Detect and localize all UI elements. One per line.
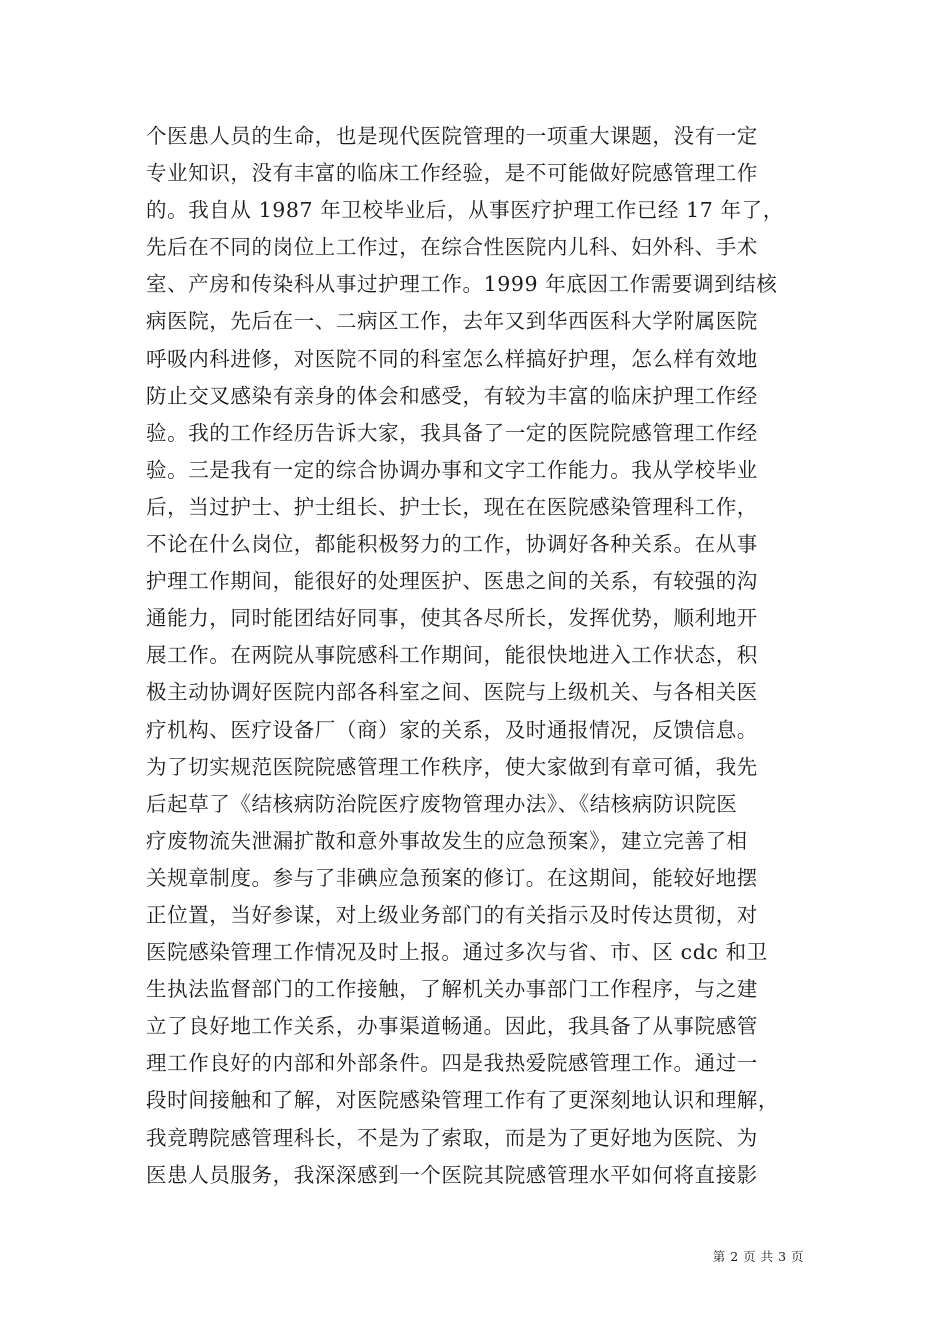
text-line: 专业知识，没有丰富的临床工作经验，是不可能做好院感管理工作 [146,161,758,186]
text-line: 后，当过护士、护士组长、护士长，现在在医院感染管理科工作， [146,494,758,519]
text-line: 验。三是我有一定的综合协调办事和文字工作能力。我从学校毕业 [146,457,758,482]
text-line: 段时间接触和了解，对医院感染管理工作有了更深刻地认识和理解， [146,1088,779,1113]
text-line: 的。我自从 1987 年卫校毕业后，从事医疗护理工作已经 17 年了， [146,198,784,223]
text-line: 理工作良好的内部和外部条件。四是我热爱院感管理工作。通过一 [146,1051,758,1076]
page-number: 第 2 页 共 3 页 [712,1249,804,1264]
text-line: 室、产房和传染科从事过护理工作。1999 年底因工作需要调到结核 [146,272,778,297]
text-line: 为了切实规范医院院感管理工作秩序，使大家做到有章可循，我先 [146,754,758,779]
text-line: 验。我的工作经历告诉大家，我具备了一定的医院院感管理工作经 [146,420,758,445]
text-line: 不论在什么岗位，都能积极努力的工作，协调好各种关系。在从事 [146,532,758,557]
text-line: 立了良好地工作关系，办事渠道畅通。因此，我具备了从事院感管 [146,1014,758,1039]
text-line: 我竞聘院感管理科长，不是为了索取，而是为了更好地为医院、为 [146,1125,758,1150]
text-line: 展工作。在两院从事院感科工作期间，能很快地进入工作状态，积 [146,643,758,668]
text-line: 生执法监督部门的工作接触，了解机关办事部门工作程序，与之建 [146,977,758,1002]
text-line: 疗机构、医疗设备厂（商）家的关系，及时通报情况，反馈信息。 [146,717,758,742]
text-line: 正位置，当好参谋，对上级业务部门的有关指示及时传达贯彻，对 [146,902,758,927]
text-line: 后起草了《结核病防治院医疗废物管理办法》、《结核病防识院医 [146,791,738,816]
text-line: 先后在不同的岗位上工作过，在综合性医院内儿科、妇外科、手术 [146,235,758,260]
text-line: 通能力，同时能团结好同事，使其各尽所长，发挥优势，顺利地开 [146,606,758,631]
text-line: 极主动协调好医院内部各科室之间、医院与上级机关、与各相关医 [146,680,758,705]
text-line: 防止交叉感染有亲身的体会和感受，有较为丰富的临床护理工作经 [146,383,758,408]
text-line: 呼吸内科进修，对医院不同的科室怎么样搞好护理，怎么样有效地 [146,346,758,371]
text-line: 病医院，先后在一、二病区工作，去年又到华西医科大学附属医院 [146,309,758,334]
body-text [146,118,816,1194]
text-line: 护理工作期间，能很好的处理医护、医患之间的关系，有较强的沟 [146,569,758,594]
text-line: 医院感染管理工作情况及时上报。通过多次与省、市、区 cdc 和卫 [146,940,768,965]
text-line: 个医患人员的生命，也是现代医院管理的一项重大课题，没有一定 [146,124,758,148]
text-line: 疗废物流失泄漏扩散和意外事故发生的应急预案》，建立完善了相 [146,828,748,853]
text-line: 医患人员服务，我深深感到一个医院其院感管理水平如何将直接影 [146,1162,758,1187]
text-line: 关规章制度。参与了非碘应急预案的修订。在这期间，能较好地摆 [146,865,758,890]
